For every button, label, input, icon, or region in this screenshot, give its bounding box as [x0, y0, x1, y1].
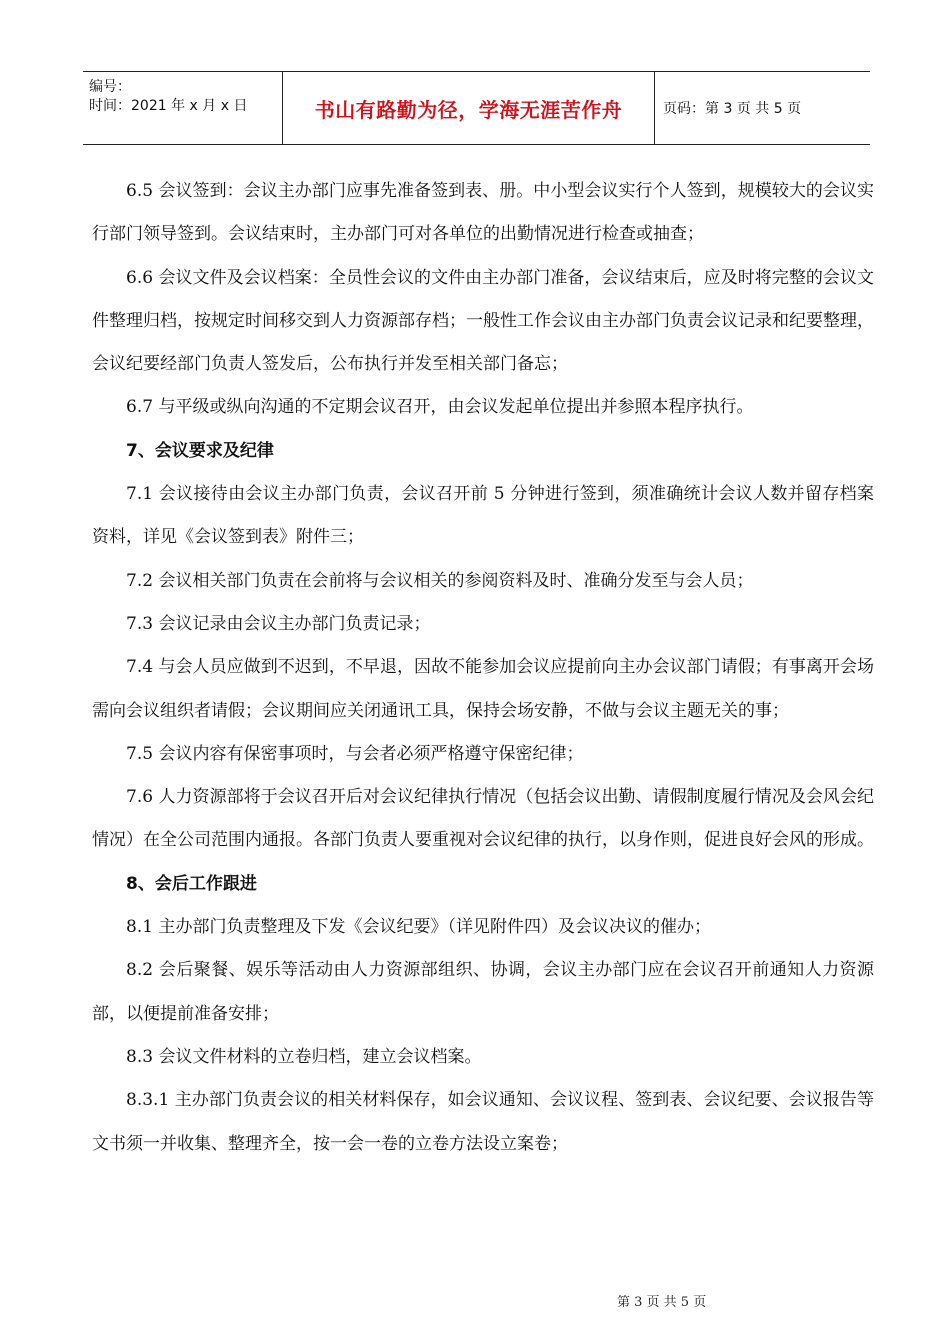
paragraph-8-3-1: 8.3.1 主办部门负责会议的相关材料保存，如会议通知、会议议程、签到表、会议纪要、会议报告等文书须一并收集、整理齐全，按一会一卷的立卷方法设立案卷； [92, 1090, 874, 1154]
paragraph-7-6: 7.6 人力资源部将于会议召开后对会议纪律执行情况（包括会议出勤、请假制度履行情况及会风会纪情况）在全公司范围内通报。各部门负责人要重视对会议纪律的执行，以身作则，促进良好会风的形成。 [92, 787, 874, 851]
header-page-info: 页码：第 3 页 共 5 页 [663, 101, 802, 117]
page-footer: 第 3 页 共 5 页 [617, 1295, 707, 1310]
paragraph-7-1: 7.1 会议接待由会议主办部门负责，会议召开前 5 分钟进行签到，须准确统计会议人数并留存档案资料，详见《会议签到表》附件三； [92, 484, 874, 548]
section-heading-8: 8、会后工作跟进 [126, 873, 257, 894]
paragraph-6-5: 6.5 会议签到：会议主办部门应事先准备签到表、册。中小型会议实行个人签到，规模较大的会议实行部门领导签到。会议结束时，主办部门可对各单位的出勤情况进行检查或抽查； [92, 181, 874, 245]
number-label: 编号： [89, 79, 131, 95]
paragraph-6-7: 6.7 与平级或纵向沟通的不定期会议召开，由会议发起单位提出并参照本程序执行。 [126, 397, 754, 418]
section-heading-7: 7、会议要求及纪律 [126, 440, 274, 461]
paragraph-7-3: 7.3 会议记录由会议主办部门负责记录； [126, 613, 431, 634]
time-label: 时间：2021 年 x 月 x 日 [89, 98, 248, 114]
paragraph-7-4: 7.4 与会人员应做到不迟到，不早退，因故不能参加会议应提前向主办会议部门请假；有事离开会场需向会议组织者请假；会议期间应关闭通讯工具，保持会场安静，不做与会议主题无关的事； [92, 657, 874, 721]
paragraph-8-3: 8.3 会议文件材料的立卷归档，建立会议档案。 [126, 1046, 482, 1067]
document-body [92, 170, 874, 1166]
paragraph-8-1: 8.1 主办部门负责整理及下发《会议纪要》（详见附件四）及会议决议的催办； [126, 917, 711, 938]
document-header [83, 71, 870, 145]
paragraph-7-2: 7.2 会议相关部门负责在会前将与会议相关的参阅资料及时、准确分发至与会人员； [126, 570, 754, 591]
paragraph-6-6: 6.6 会议文件及会议档案：全员性会议的文件由主办部门准备，会议结束后，应及时将完整的会议文件整理归档，按规定时间移交到人力资源部存档；一般性工作会议由主办部门负责会议记录和纪要整理，会议纪要经部门负责人签发后，公布执行并发至相关部门备忘； [92, 267, 874, 375]
header-meta [83, 72, 283, 144]
paragraph-8-2: 8.2 会后聚餐、娱乐等活动由人力资源部组织、协调，会议主办部门应在会议召开前通知人力资源部，以便提前准备安排； [92, 960, 874, 1024]
paragraph-7-5: 7.5 会议内容有保密事项时，与会者必须严格遵守保密纪律； [126, 743, 584, 764]
header-motto: 书山有路勤为径，学海无涯苦作舟 [283, 72, 655, 144]
